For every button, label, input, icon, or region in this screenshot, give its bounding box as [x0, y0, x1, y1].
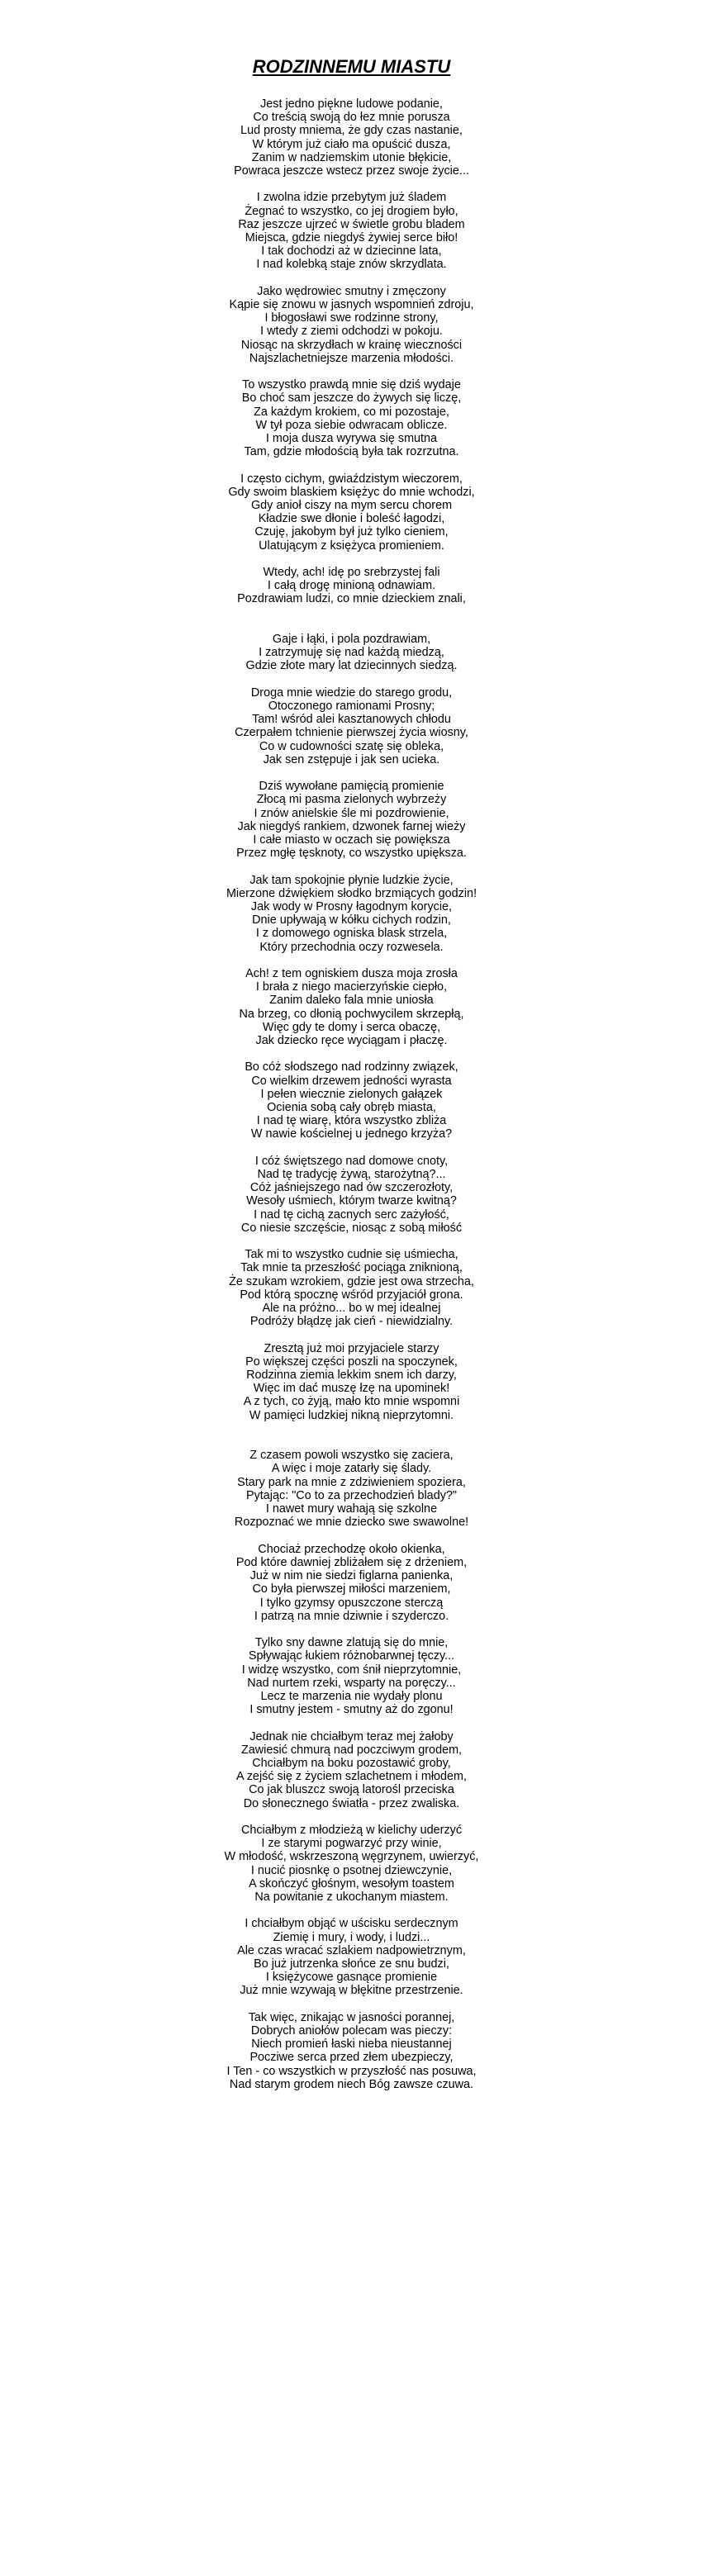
poem-line: Cóż jaśniejszego nad ów szczerozłoty,: [249, 1181, 454, 1195]
poem-line: Tak więc, znikając w jasności porannej,: [248, 2010, 455, 2024]
stanza: [0, 1636, 703, 1716]
poem-line: Pod które dawniej zbliżałem się z drżeniem,: [235, 1555, 468, 1569]
poem-line: Chciałbym z młodzieżą w kielichy uderzyć: [240, 1823, 463, 1837]
poem-line: W którym już ciało ma opuścić dusza,: [252, 137, 451, 151]
stanza: [0, 566, 703, 606]
stanza: [0, 285, 703, 365]
poem-line: Podróży błądzę jak cień - niewidzialny.: [249, 1315, 454, 1329]
poem-line: Bo już jutrzenka słońce ze snu budzi,: [254, 1957, 449, 1971]
poem-line: Ale czas wracać szlakiem nadpowietrznym,: [237, 1943, 466, 1957]
poem-line: Pocziwe serca przed złem ubezpieczy,: [249, 2051, 454, 2065]
poem-line: I cóż świętszego nad domowe cnoty,: [254, 1154, 449, 1168]
poem-line: Mierzone dźwiękiem słodko brzmiących godzin!: [226, 886, 477, 900]
poem-line: Jak dziecko ręce wyciągam i płaczę.: [255, 1034, 448, 1048]
poem-line: Ulatującym z księżyca promieniem.: [259, 538, 444, 553]
poem-line: I nad kolebką staje znów skrzydlata.: [256, 258, 447, 272]
poem-line: I całą drogę minioną odnawiam.: [267, 579, 436, 593]
poem-line: I tak dochodzi aż w dziecinne lata,: [261, 244, 442, 259]
poem-line: Do słonecznego światła - przez zwaliska.: [243, 1796, 460, 1810]
poem-line: Lud prosty mniema, że gdy czas nastanie,: [240, 124, 463, 138]
poem-line: Pytając: "Co to za przechodzień blady?": [246, 1488, 457, 1502]
poem-line: I moja dusza wyrywa się smutna: [265, 432, 438, 446]
poem-line: Powraca jeszcze wstecz przez swoje życie...: [234, 164, 469, 178]
stanza: [0, 2011, 703, 2091]
stanza: [0, 874, 703, 954]
poem-line: Tylko sny dawne zlatują się do mnie,: [254, 1636, 449, 1650]
stanza: [0, 1543, 703, 1623]
poem-line: I chciałbym objąć w uścisku serdecznym: [245, 1917, 458, 1931]
stanza: [0, 1730, 703, 1810]
stanza: [0, 1917, 703, 1997]
poem-line: I nad tę wiarę, która wszystko zbliża: [256, 1114, 447, 1128]
poem-line: Jednak nie chciałbym teraz mej żałoby: [249, 1729, 454, 1743]
poem-line: Pozdrawiam ludzi, co mnie dzieckiem znali,: [237, 592, 466, 606]
stanza: [0, 1449, 703, 1529]
poem-line: Z czasem powoli wszystko się zaciera,: [249, 1449, 454, 1463]
poem-line: I nucić piosnkę o psotnej dziewczynie,: [250, 1863, 453, 1877]
stanza: [0, 967, 703, 1047]
poem-line: I nad tę cichą zacnych serc zażyłość,: [254, 1207, 449, 1222]
poem-line: I błogosławi swe rodzinne strony,: [264, 311, 439, 325]
poem-line: Bo cóż słodszego nad rodzinny związek,: [245, 1060, 458, 1075]
poem-line: Pod którą spocznę wśród przyjaciół grona.: [240, 1288, 463, 1302]
poem-line: Miejsca, gdzie niegdyś żywiej serce biło!: [245, 231, 458, 245]
poem-line: I pełen wiecznie zielonych gałązek: [260, 1087, 443, 1101]
poem-line: Ziemię i mury, i wody, i ludzi...: [273, 1930, 430, 1944]
poem-line: W pamięci ludzkiej nikną nieprzytomni.: [249, 1408, 454, 1422]
poem-line: Więc im dać muszę łzę na upominek!: [253, 1382, 450, 1396]
poem-line: I często cichym, gwiaździstym wieczorem,: [240, 472, 463, 486]
poem-line: Nad tę tradycję żywą, starożytną?...: [257, 1168, 446, 1182]
poem-line: Zresztą już moi przyjaciele starzy: [264, 1341, 439, 1355]
poem-line: Nad nurtem rzeki, wsparty na poręczy...: [247, 1676, 456, 1690]
stanza: [0, 1060, 703, 1141]
poem-line: Złocą mi pasma zielonych wybrzeży: [256, 793, 447, 807]
poem-line: Co treścią swoją do łez mnie porusza: [253, 111, 450, 125]
poem-line: Gdy swoim blaskiem księżyc do mnie wchodzi,: [228, 485, 475, 499]
poem-line: Ocienia sobą cały obręb miasta,: [267, 1101, 436, 1115]
poem-line: Tam, gdzie młodością była tak rozrzutna.: [244, 445, 459, 459]
poem-line: Rozpoznać we mnie dziecko swe swawolne!: [234, 1516, 469, 1530]
poem-line: Czuję, jakobym był już tylko cieniem,: [254, 525, 449, 539]
poem-line: Wtedy, ach! idę po srebrzystej fali: [263, 566, 440, 580]
poem-line: A zejść się z życiem szlachetnem i młodem,: [235, 1770, 468, 1784]
poem-line: I ze starymi pogwarzyć przy winie,: [261, 1837, 442, 1851]
poem-line: A z tych, co żyją, mało kto mnie wspomni: [243, 1395, 460, 1409]
poem-line: Stary park na mnie z zdziwieniem spoziera,: [237, 1475, 466, 1489]
poem-line: I zwolna idzie przebytym już śladem: [256, 191, 447, 205]
poem-line: To wszystko prawdą mnie się dziś wydaje: [242, 378, 461, 392]
poem-line: Gdzie złote mary lat dziecinnych siedzą.: [245, 659, 458, 673]
poem-line: I tylko gzymsy opuszczone sterczą: [259, 1596, 444, 1610]
poem-line: Już w nim nie siedzi figlarna panienka,: [249, 1569, 454, 1583]
poem-line: Jak niegdyś rankiem, dzwonek farnej wieży: [237, 819, 466, 833]
poem-line: Lecz te marzenia nie wydały plonu: [260, 1689, 443, 1703]
poem-line: Jak sen zstępuje i jak sen ucieka.: [263, 752, 440, 766]
poem-line: I z domowego ogniska blask strzela,: [255, 927, 448, 941]
poem-line: Chociaż przechodzę około okienka,: [258, 1542, 445, 1556]
poem-line: Co niesie szczęście, niosąc z sobą miłość: [240, 1221, 463, 1235]
poem-line: Który przechodnia oczy rozwesela.: [259, 940, 444, 954]
poem-line: Ale na próżno... bo w mej idealnej: [262, 1302, 441, 1316]
poem-line: I patrzą na mnie dziwnie i szyderczo.: [254, 1609, 449, 1623]
poem-line: Tak mi to wszystko cudnie się uśmiecha,: [245, 1248, 458, 1262]
stanza: [0, 472, 703, 553]
poem-line: Gdy anioł ciszy na mym sercu chorem: [250, 499, 453, 513]
poem-line: Spływając łukiem różnobarwnej tęczy...: [248, 1649, 455, 1663]
poem-line: Chciałbym na boku pozostawić groby,: [252, 1756, 451, 1770]
poem-line: Jak wody w Prosny łagodnym korycie,: [250, 900, 453, 914]
poem-line: Przez mgłę tęsknoty, co wszystko upiększa.: [236, 847, 467, 861]
poem-line: Co wielkim drzewem jedności wyrasta: [251, 1074, 452, 1088]
poem-line: Zanim w nadziemskim utonie błękicie,: [251, 150, 452, 164]
poem-line: Jak tam spokojnie płynie ludzkie życie,: [249, 873, 454, 887]
stanza: [0, 1342, 703, 1422]
poem-line: Już mnie wzywają w błękitne przestrzenie.: [240, 1984, 463, 1998]
poem-line: Co była pierwszej miłości marzeniem,: [252, 1582, 451, 1596]
poem-line: A skończyć głośnym, wesołym toastem: [249, 1876, 454, 1890]
poem-line: I smutny jestem - smutny aż do zgonu!: [249, 1703, 454, 1717]
poem-line: Czerpałem tchnienie pierwszej życia wiosny,: [235, 726, 468, 740]
poem-line: Na brzeg, co dłonią pochwycilem skrzepłą,: [239, 1007, 464, 1021]
poem-line: Co w cudowności szatę się obleka,: [259, 739, 444, 753]
stanza: [0, 191, 703, 271]
poem-line: Na powitanie z ukochanym miastem.: [254, 1890, 449, 1904]
stanza: [0, 97, 703, 178]
poem-line: Najszlachetniejsze marzenia młodości.: [249, 351, 454, 365]
poem-line: Dnie upływają w kółku cichych rodzin,: [252, 913, 451, 927]
poem-line: Jako wędrowiec smutny i zmęczony: [257, 284, 446, 298]
poem-line: Gaje i łąki, i pola pozdrawiam,: [272, 633, 431, 647]
poem-title: RODZINNEMU MIASTU: [252, 56, 451, 77]
poem-line: Raz jeszcze ujrzeć w świetle grobu bladem: [238, 217, 465, 231]
poem-line: Zawiesić chmurą nad poczciwym grodem,: [240, 1743, 463, 1757]
poem-line: I brała z niego macierzyńskie ciepło,: [255, 980, 448, 994]
poem-line: Bo choć sam jeszcze do żywych się liczę,: [241, 391, 462, 406]
poem-line: Więc gdy te domy i serca obaczę,: [262, 1020, 441, 1034]
poem-line: Dobrych aniołów polecam was pieczy:: [250, 2023, 453, 2038]
stanza: [0, 633, 703, 673]
poem-line: Żegnać to wszystko, co jej drogiem było,: [245, 204, 458, 218]
poem-line: Co jak bluszcz swoją latorośl przeciska: [249, 1783, 454, 1797]
stanza: [0, 780, 703, 860]
poem-line: Tam! wśród alei kasztanowych chłodu: [252, 713, 451, 727]
poem-line: I nawet mury wahają się szkolne: [265, 1502, 438, 1516]
poem-line: Tak mnie ta przeszłość pociąga zniknioną,: [240, 1261, 463, 1275]
poem-line: I księżycowe gasnące promienie: [265, 1971, 438, 1985]
poem-line: I całe miasto w oczach się powiększa: [253, 833, 450, 847]
poem-line: Kładzie swe dłonie i boleść łagodzi,: [258, 512, 445, 526]
poem-line: Droga mnie wiedzie do starego grodu,: [250, 686, 453, 700]
poem-line: Za każdym krokiem, co mi pozostaje,: [254, 405, 449, 419]
poem-line: Ach! z tem ogniskiem dusza moja zrosła: [245, 967, 458, 981]
poem-line: Jest jedno piękne ludowe podanie,: [260, 97, 443, 111]
poem-line: I znów anielskie śle mi pozdrowienie,: [254, 806, 449, 820]
poem-line: Nad starym grodem niech Bóg zawsze czuwa.: [229, 2077, 474, 2091]
poem-line: I zatrzymuję się nad każdą miedzą,: [259, 646, 444, 660]
poem-line: Rodzinna ziemia lekkim snem ich darzy,: [246, 1369, 457, 1383]
poem-line: I wtedy z ziemi odchodzi w pokoju.: [260, 325, 443, 339]
poem-body: [0, 97, 703, 2104]
poem-line: W nawie kościelnej u jednego krzyża?: [250, 1127, 453, 1141]
stanza: [0, 378, 703, 458]
poem-line: I widzę wszystko, com śnił nieprzytomnie,: [241, 1663, 462, 1677]
poem-line: W tył poza siebie odwracam oblicze.: [255, 418, 448, 432]
poem-line: I Ten - co wszystkich w przyszłość nas posuwa,: [226, 2064, 477, 2078]
stanza: [0, 686, 703, 766]
poem-line: Że szukam wzrokiem, gdzie jest owa strzecha,: [229, 1274, 474, 1288]
poem-line: Niech promień łaski nieba nieustannej: [251, 2038, 452, 2052]
poem-line: Otoczonego ramionami Prosny;: [268, 700, 435, 714]
poem-line: Po większej części poszli na spoczynek,: [245, 1354, 458, 1369]
poem-line: A więc i moje zatarły się ślady.: [271, 1462, 432, 1476]
stanza: [0, 1155, 703, 1235]
poem-line: Wesoły uśmiech, którym twarze kwitną?: [246, 1194, 457, 1208]
poem-line: Dziś wywołane pamięcią promienie: [259, 780, 444, 794]
poem-line: Kąpie się znowu w jasnych wspomnień zdroju,: [229, 298, 474, 312]
stanza: [0, 1248, 703, 1328]
poem-line: Zanim daleko fala mnie uniosła: [269, 994, 434, 1008]
poem-line: Niosąc na skrzydłach w krainę wieczności: [240, 338, 463, 352]
stanza: [0, 1824, 703, 1904]
poem-line: W młodość, wskrzeszoną węgrzynem, uwierzyć,: [224, 1850, 479, 1864]
